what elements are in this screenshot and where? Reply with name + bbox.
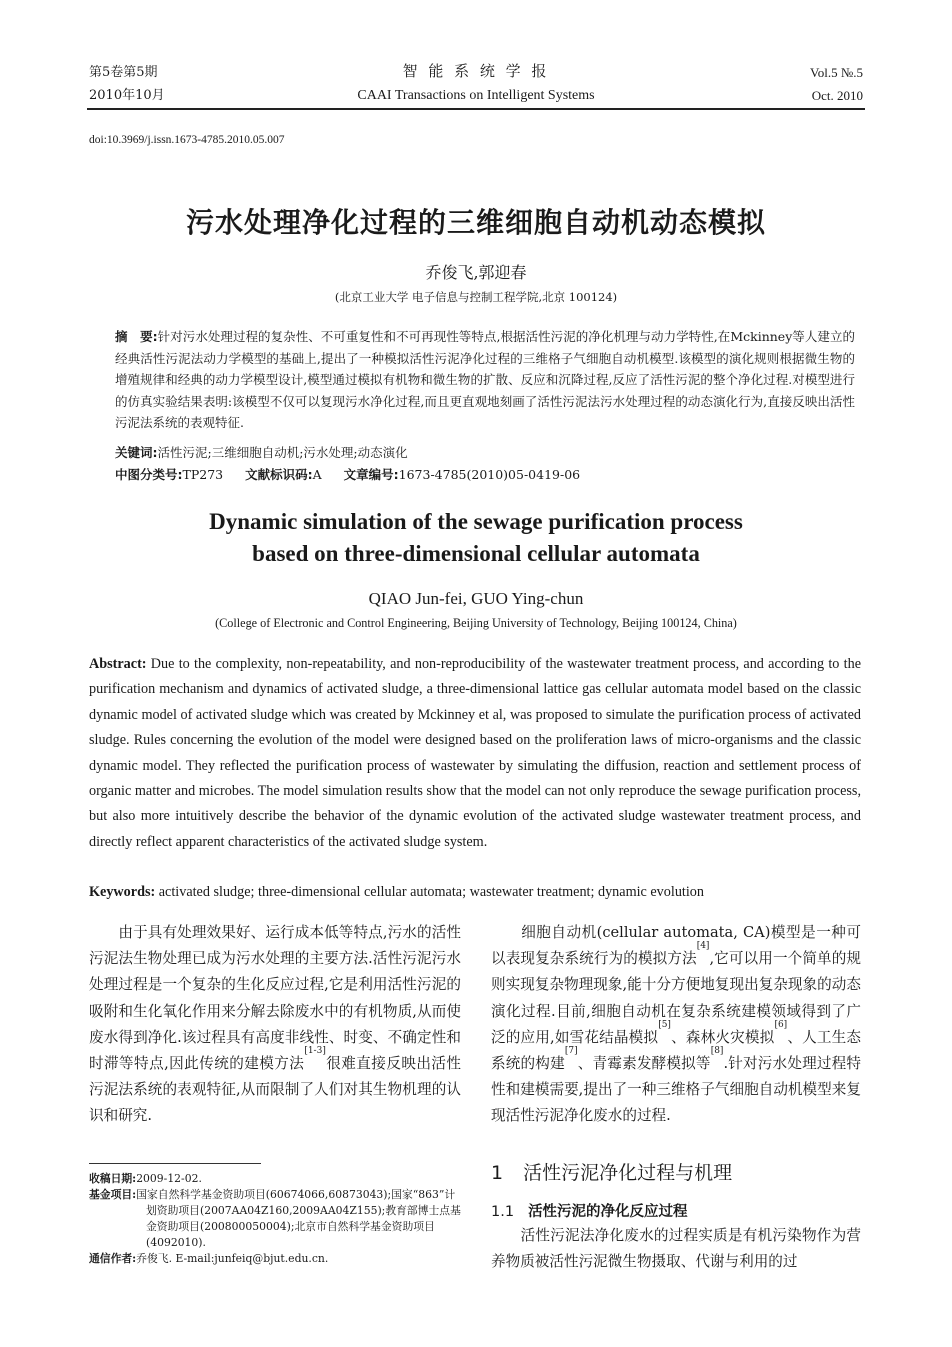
section-1-heading: [491, 1158, 732, 1185]
left-p1-a: 由于具有处理效果好、运行成本低等特点,污水的活性污泥法生物处理已成为污水处理的主要方法.活性污泥污水处理过程是一个复杂的生化反应过程,它是利用活性污泥的吸附和生化氧化作用来分解去除废水中的有机物质,从而使废水得到净化.该过程具有高度非线性、时变、不确定性和时滞等特点,因此传统的建模方法: [89, 924, 461, 1073]
keywords-en: [89, 880, 861, 905]
header-issue-cn: 第5卷第5期: [89, 65, 158, 80]
footnote-received: [89, 1171, 461, 1187]
keywords-cn: [115, 442, 855, 464]
keywords-cn-text: 活性污泥;三维细胞自动机;污水处理;动态演化: [157, 445, 408, 460]
clc-value: TP273: [182, 467, 224, 482]
header-date-cn: 2010年10月: [89, 88, 165, 103]
footnote-corresponding-author: [89, 1251, 461, 1267]
affiliation-en: (College of Electronic and Control Engineering, Beijing University of Technology, Beijing 100124, China): [215, 616, 737, 630]
title-en-line1: Dynamic simulation of the sewage purification process: [209, 509, 743, 534]
affiliation-cn: (北京工业大学 电子信息与控制工程学院,北京 100124): [334, 290, 618, 304]
abstract-cn: [115, 326, 855, 434]
footnote-rule: [89, 1163, 261, 1164]
section-1-1-number: 1.1: [491, 1204, 515, 1220]
abstract-en: [89, 652, 861, 855]
abstract-cn-label: 摘 要:: [115, 329, 158, 344]
right-column-paragraph: [491, 920, 861, 1130]
classification: [115, 464, 855, 486]
author-value: 乔俊飞. E-mail:junfeiq@bjut.edu.cn.: [136, 1252, 329, 1265]
abstract-cn-text: 针对污水处理过程的复杂性、不可重复性和不可再现性等特点,根据活性污泥的净化机理与动力学特性,在Mckinney等人建立的经典活性污泥法动力学模型的基础上,提出了一种模拟活性污泥净化过程的三维格子气细胞自动机模型.该模型的演化规则根据微生物的增殖规律和经典的动力学模型设计,模型通过模拟有机物和微生物的扩散、反应和沉降过程,反应了活性污泥的整个净化过程.对模型进行的仿真实验结果表明:该模型不仅可以复现污水净化过程,而且更直观地刻画了活性污泥法污水处理过程的动态演化行为,直接反映出活性污泥法系统的表观特征.: [115, 329, 855, 430]
header-journal-cn: 智 能 系 统 学 报: [402, 62, 550, 80]
right-p1-b: ,它可以用一个简单的规则实现复杂物理现象,能十分方便地复现出复杂现象的动态演化过程.目前,细胞自动机在复杂系统建模领域得到了广泛的应用,如雪花结晶模拟: [491, 950, 861, 1046]
keywords-en-label: Keywords:: [89, 884, 156, 900]
ref-8: [8]: [710, 1046, 724, 1057]
title-en: [0, 506, 952, 570]
fund-value: 国家自然科学基金资助项目(60674066,60873043);国家“863”计划资助项目(2007AA04Z160,2009AA04Z155);教育部博士点基金资助项目(200800050004);北京市自然科学基金资助项目(4092010).: [136, 1188, 461, 1249]
doc-code-value: A: [312, 467, 322, 482]
ref-4: [4]: [696, 941, 710, 952]
footnote-fund: [89, 1187, 461, 1251]
header-date-en: Oct. 2010: [811, 88, 863, 103]
right-p1-f: .针对污水处理过程特性和建模需要,提出了一种三维格子气细胞自动机模型来复现活性污泥净化废水的过程.: [491, 1055, 861, 1125]
doc-code-label: 文献标识码:: [245, 467, 313, 482]
received-label: 收稿日期:: [89, 1172, 137, 1185]
title-cn: 污水处理净化过程的三维细胞自动机动态模拟: [185, 206, 766, 239]
right-p1-d: 、人工生态系统的构建: [491, 1028, 861, 1073]
article-no-label: 文章编号:: [343, 467, 399, 482]
authors-en: QIAO Jun-fei, GUO Ying-chun: [368, 589, 584, 608]
keywords-en-text: activated sludge; three-dimensional cellular automata; wastewater treatment; dynamic evolution: [155, 884, 704, 900]
section-1-1-paragraph: 活性污泥法净化废水的过程实质是有机污染物作为营养物质被活性污泥微生物摄取、代谢与利用的过: [491, 1227, 861, 1271]
section-1-1-title: 活性污泥的净化反应过程: [528, 1204, 688, 1220]
author-label: 通信作者:: [89, 1252, 137, 1265]
fund-label: 基金项目:: [89, 1188, 137, 1201]
ref-6: [6]: [774, 1019, 788, 1030]
section-1-1-heading: [491, 1200, 688, 1221]
authors-cn: 乔俊飞,郭迎春: [425, 263, 527, 282]
left-column-paragraph: [89, 920, 461, 1130]
right-p1-e: 、青霉素发酵模拟等: [577, 1055, 711, 1073]
received-value: 2009-12-02.: [136, 1172, 202, 1185]
left-p1-ref: [1-3]: [304, 1046, 326, 1057]
right-p1-c: 、森林火灾模拟: [670, 1028, 775, 1046]
article-no-value: 1673-4785(2010)05-0419-06: [398, 467, 581, 482]
header-volume: Vol.5 №.5: [810, 65, 863, 80]
header-rule: [87, 108, 865, 110]
section-1-title: 活性污泥净化过程与机理: [523, 1162, 733, 1184]
ref-7: [7]: [564, 1046, 578, 1057]
abstract-en-label: Abstract:: [89, 656, 147, 672]
right-p1-a: 细胞自动机(cellular automata, CA)模型是一种可以表现复杂系统行为的模拟方法: [491, 924, 861, 968]
footnotes: [89, 1171, 461, 1267]
left-p1-b: 很难直接反映出活性污泥法系统的表观特征,从而限制了人们对其生物机理的认识和研究.: [89, 1055, 461, 1125]
clc-label: 中图分类号:: [115, 467, 183, 482]
title-en-line2: based on three-dimensional cellular automata: [252, 541, 700, 566]
section-1-number: 1: [491, 1162, 504, 1184]
keywords-cn-label: 关键词:: [115, 445, 158, 460]
header-journal-en: CAAI Transactions on Intelligent Systems: [357, 88, 595, 103]
abstract-en-text: Due to the complexity, non-repeatability, and non-reproducibility of the wastewater treatment process, and according to the purification mechanism and dynamics of activated sludge, a three-dimensional lattice gas cellular automata model based on the classic dynamic model of activated sludge which was created by Mckinney et al, was proposed to simulate the purification process of activated sludge. Rules concerning the evolution of the model were designed based on the proliferation laws of micro-organisms and the classic dynamic model. They reflected the purification process of wastewater by simulating the diffusion, reaction and settlement process of organic matter and microbes. The model simulation results show that the model can not only reproduce the sewage purification process, but also more intuitively describe the behavior of the dynamic evolution of the activated sludge wastewater treatment process, and directly reflect apparent characteristics of the activated sludge system.: [89, 656, 861, 850]
ref-5: [5]: [658, 1019, 671, 1030]
doi: doi:10.3969/j.issn.1673-4785.2010.05.007: [89, 134, 285, 146]
